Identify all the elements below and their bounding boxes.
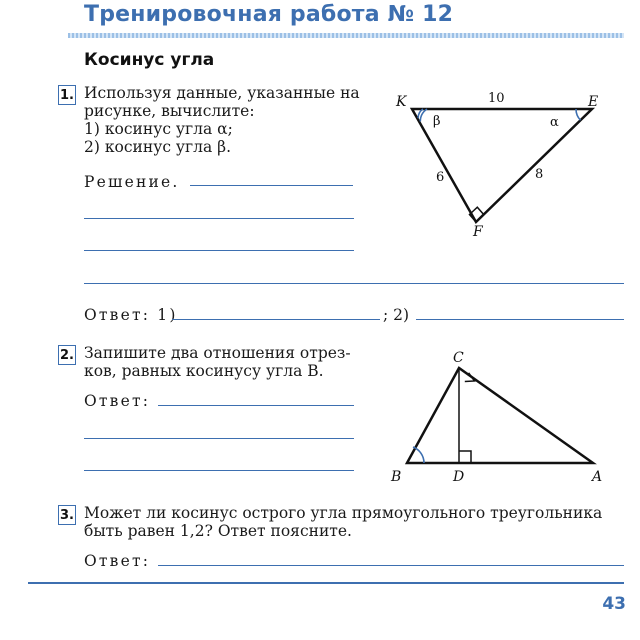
task-1-line-4: 2) косинус угла β.: [84, 138, 232, 156]
section-title: Косинус угла: [84, 50, 215, 70]
task-3-line-1: Может ли косинус острого угла прямоугольного треугольника: [84, 504, 603, 522]
page-header-title: Тренировочная работа № 12: [84, 2, 454, 27]
task-1-solution-label: Решение.: [84, 173, 180, 191]
vertex-k-label: K: [396, 94, 407, 110]
task-3-number: 3.: [58, 505, 76, 525]
task-2-line-2: ков, равных косинусу угла B.: [84, 362, 324, 380]
page-number: 43: [602, 594, 626, 614]
task-1-line-1: Используя данные, указанные на: [84, 84, 360, 102]
task-1-answer-label: Ответ: 1): [84, 306, 178, 324]
vertex-b-label: B: [391, 469, 402, 485]
vertex-e-label: E: [588, 94, 599, 110]
vertex-f-label: F: [473, 224, 483, 240]
task-1-line-2: рисунке, вычислите:: [84, 102, 255, 120]
task-2-line-1: Запишите два отношения отрез-: [84, 344, 351, 362]
angle-alpha-label: α: [550, 115, 559, 130]
page-bottom-rule: [28, 582, 624, 584]
task-2-answer-label: Ответ:: [84, 392, 151, 410]
task-1-number: 1.: [58, 85, 76, 105]
vertex-c-label: C: [453, 350, 464, 366]
vertex-a-label: A: [592, 469, 603, 485]
angle-beta-label: β: [433, 114, 441, 129]
task-3-answer-label: Ответ:: [84, 552, 151, 570]
task-3-line-2: быть равен 1,2? Ответ поясните.: [84, 522, 352, 540]
vertex-d-label: D: [453, 469, 465, 485]
task-3-answer-line[interactable]: [158, 565, 624, 566]
side-kf-label: 6: [436, 170, 445, 185]
task-1-line-3: 1) косинус угла α;: [84, 120, 233, 138]
task-2-number: 2.: [58, 345, 76, 365]
side-ef-label: 8: [535, 167, 544, 182]
side-ke-label: 10: [488, 91, 505, 106]
task-1-answer-separator: ; 2): [383, 306, 410, 324]
